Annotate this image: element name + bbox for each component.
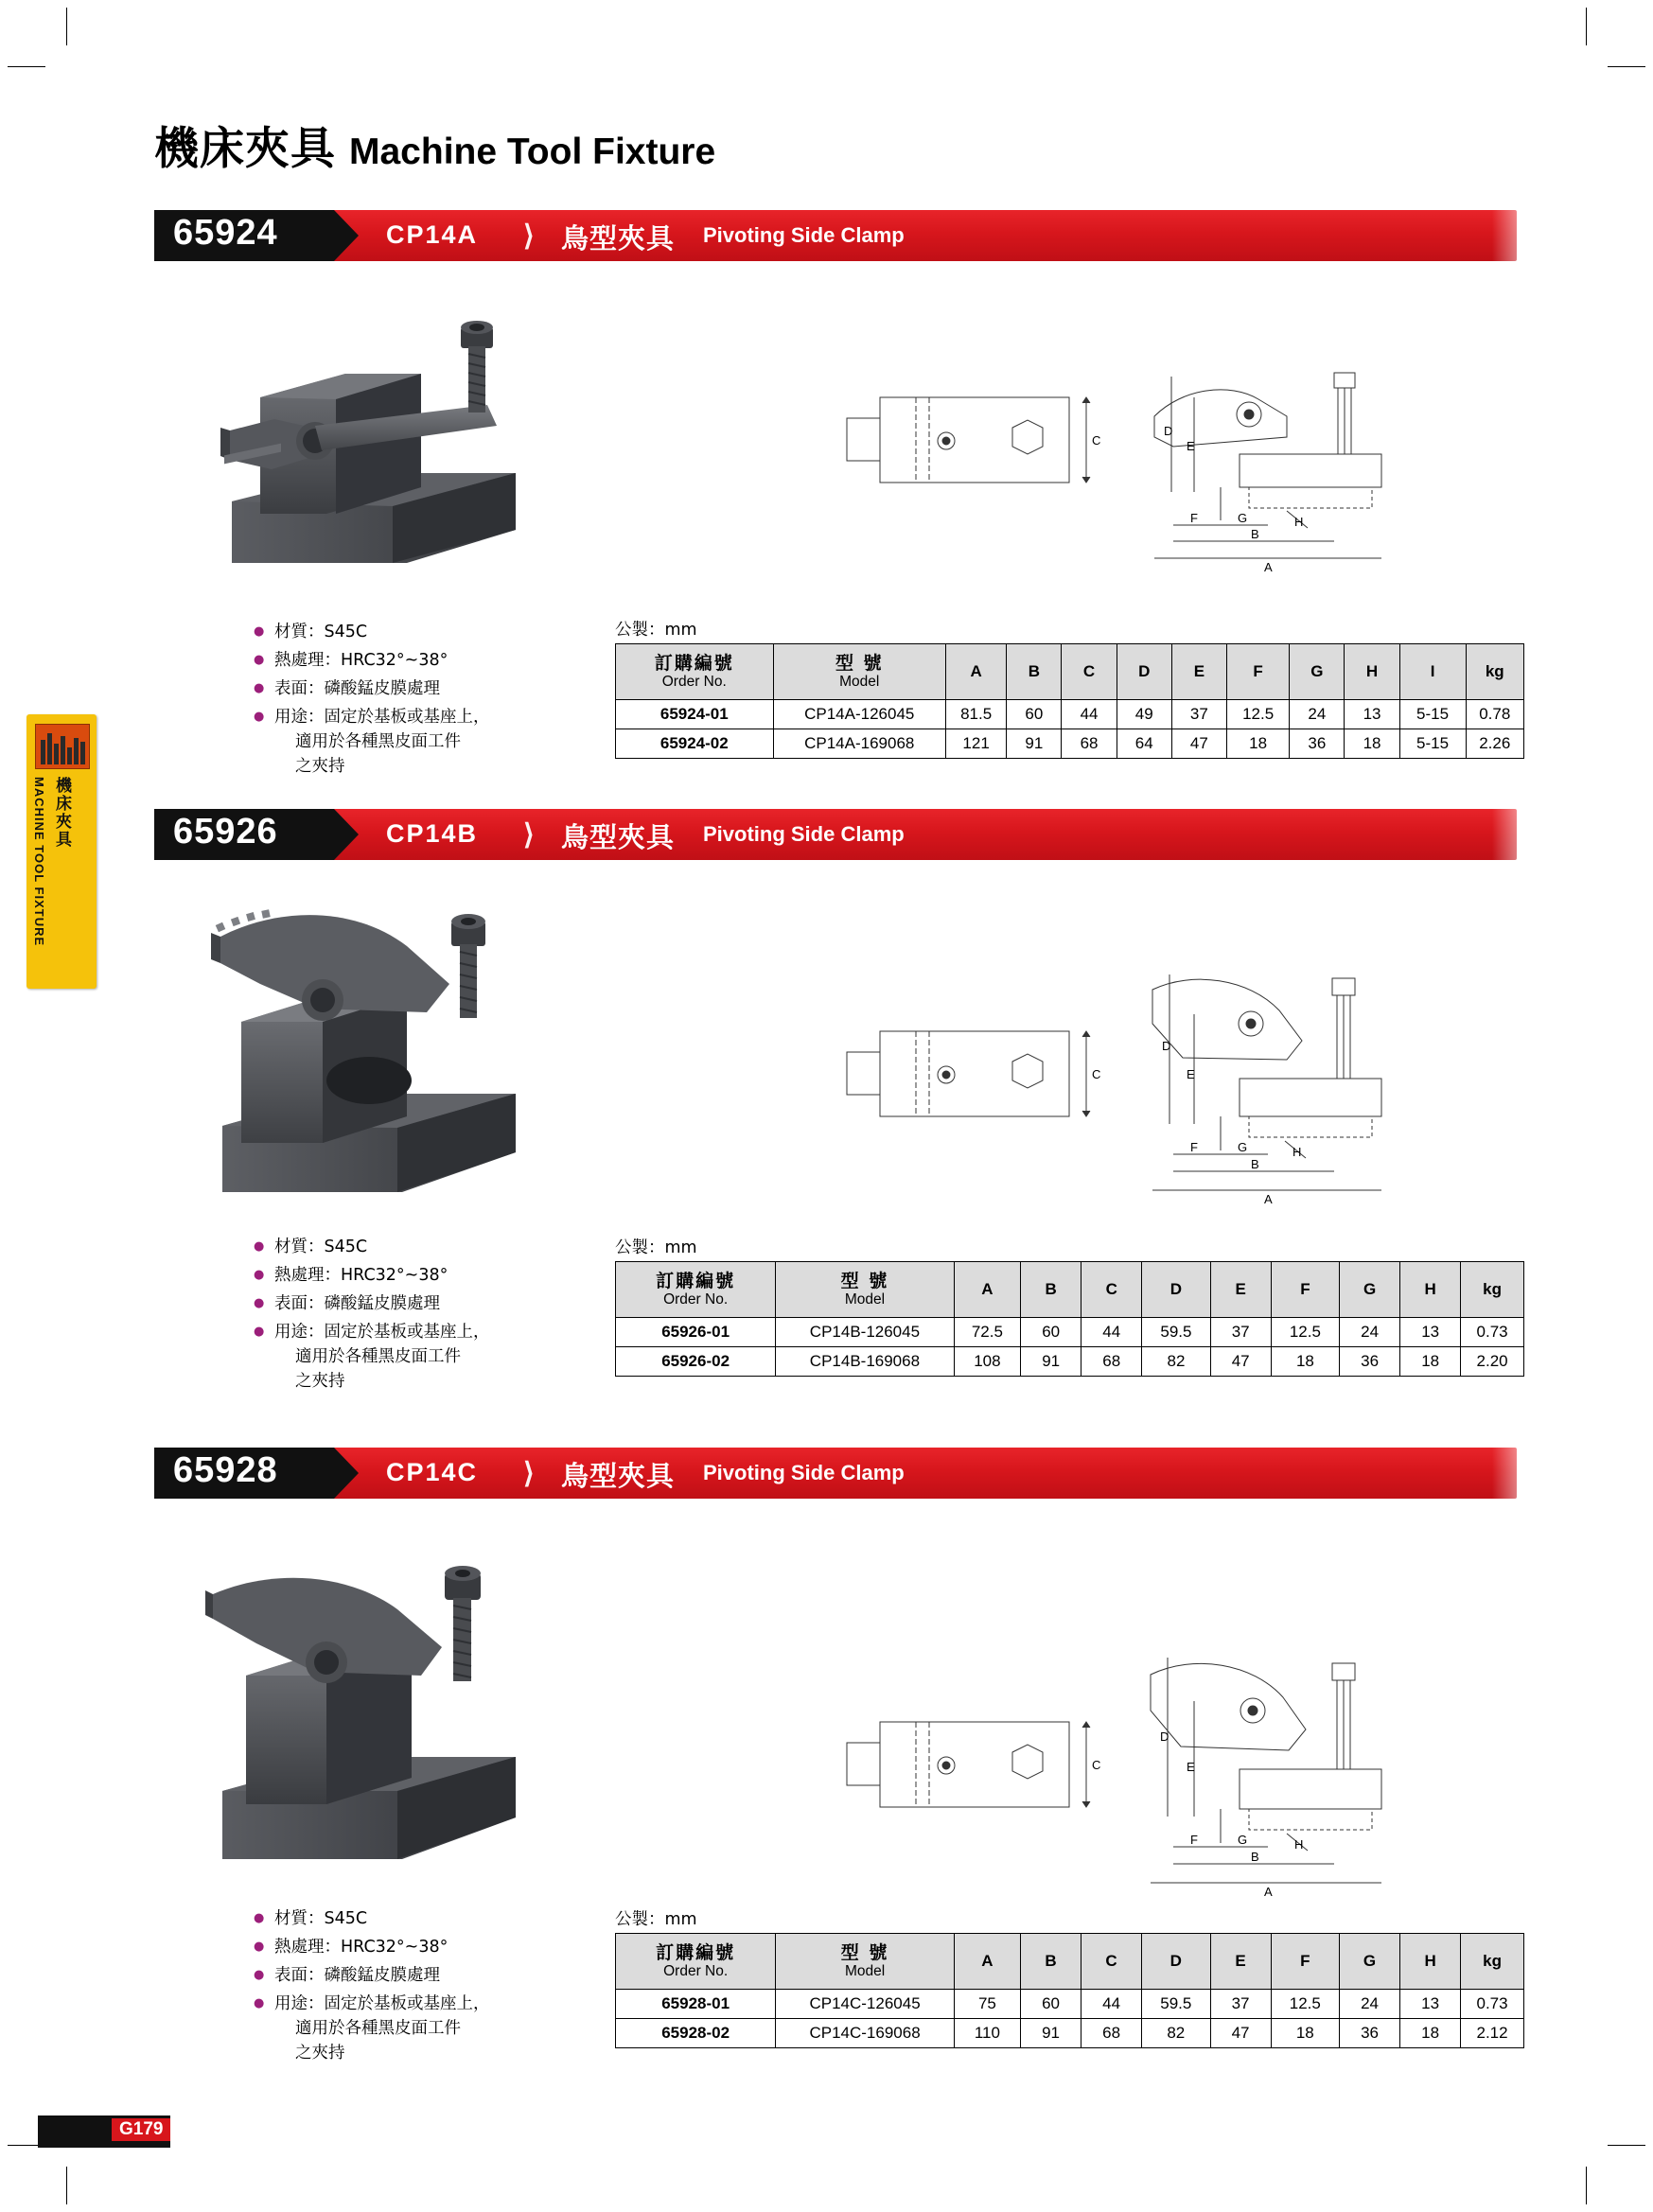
section-name-en: Pivoting Side Clamp [703,822,905,846]
cell-kg: 2.26 [1466,729,1523,759]
svg-text:H: H [1293,1145,1302,1159]
chevron-right-icon: ⟩ [523,819,535,851]
side-index-tab [26,714,97,989]
cell-b: 91 [1021,2019,1081,2048]
chevron-right-icon: ⟩ [523,1458,535,1489]
cell-kg: 0.78 [1466,700,1523,729]
cell-c: 44 [1081,1318,1142,1347]
cell-h: 18 [1345,729,1399,759]
section-model: CP14A [386,220,479,249]
product-photo-65926 [203,880,610,1211]
crop-mark [66,2167,67,2204]
cell-c: 68 [1081,1347,1142,1377]
dim-label-f: F [1190,511,1198,525]
cell-h: 18 [1400,2019,1461,2048]
unit-note-65924: 公製：mm [615,621,697,640]
cell-i: 5-15 [1399,700,1466,729]
col-order-no: 訂購編號 Order No. [616,1262,776,1318]
section-name-cn: 鳥型夾具 [561,1460,676,1492]
crop-mark [1608,2145,1645,2146]
page-title-cn: 機床夾具 [154,123,336,175]
chevron-right-icon: ⟩ [523,220,535,252]
crop-mark [8,66,45,67]
dim-label-e: E [1187,439,1195,453]
cell-e: 47 [1210,2019,1271,2048]
technical-drawing-65926 [842,965,1429,1211]
spec-table-65926 [615,1261,1524,1377]
cell-d: 59.5 [1142,1318,1210,1347]
cell-f: 12.5 [1271,1990,1339,2019]
svg-text:F: F [1190,1140,1198,1154]
section-code: 65924 [173,213,278,253]
col-h: H [1400,1934,1461,1990]
cell-e: 47 [1210,1347,1271,1377]
dim-label-g: G [1238,511,1248,525]
spec-row: ● 用途：固定於基板或基座上， 適用於各種黑皮面工件 之夾持 [254,1320,594,1394]
cell-order-no: 65928-02 [616,2019,776,2048]
table-row [616,1347,1524,1377]
col-f: F [1226,644,1289,700]
page-number: G179 [112,2118,170,2141]
cell-i: 5-15 [1399,729,1466,759]
cell-a: 72.5 [954,1318,1021,1347]
cell-order-no: 65926-02 [616,1347,776,1377]
table-header-row [616,1934,1524,1990]
col-model: 型 號 Model [776,1934,955,1990]
section-code: 65928 [173,1450,278,1490]
product-photo-65924 [203,284,601,596]
col-f: F [1271,1934,1339,1990]
col-b: B [1021,1262,1081,1318]
technical-drawing-65928 [842,1646,1429,1902]
svg-text:E: E [1187,1067,1195,1081]
cell-g: 36 [1340,1347,1400,1377]
cell-a: 75 [954,1990,1020,2019]
cell-g: 24 [1340,1318,1400,1347]
dim-label-c: C [1092,433,1101,448]
cell-kg: 0.73 [1461,1318,1524,1347]
svg-text:C: C [1092,1758,1101,1772]
col-a: A [954,1934,1020,1990]
cell-d: 59.5 [1142,1990,1210,2019]
dim-label-h: H [1294,515,1304,529]
cell-f: 12.5 [1271,1318,1339,1347]
section-model: CP14B [386,819,479,848]
spec-table-65924 [615,643,1524,759]
col-model: 型 號 Model [773,644,945,700]
cell-b: 91 [1021,1347,1081,1377]
col-i: I [1399,644,1466,700]
svg-text:E: E [1187,1760,1195,1774]
svg-text:A: A [1264,1885,1273,1899]
col-model: 型 號 Model [776,1262,954,1318]
cell-h: 13 [1345,700,1399,729]
cell-e: 47 [1171,729,1226,759]
col-g: G [1340,1934,1400,1990]
cell-b: 60 [1021,1990,1081,2019]
col-h: H [1345,644,1399,700]
banner-arrow-icon [334,809,359,860]
spec-list-65928 [254,1906,594,2069]
spec-row: ● 表面：磷酸錳皮膜處理 [254,1291,594,1316]
table-row [616,2019,1524,2048]
section-code: 65926 [173,812,278,851]
svg-text:D: D [1162,1039,1171,1053]
product-photo-65928 [203,1537,610,1878]
col-order-no: 訂購編號 Order No. [616,644,774,700]
section-name-en: Pivoting Side Clamp [703,1461,905,1484]
cell-d: 82 [1142,2019,1210,2048]
svg-text:F: F [1190,1833,1198,1847]
cell-c: 68 [1062,729,1117,759]
spec-row: ● 表面：磷酸錳皮膜處理 [254,676,594,701]
cell-model: CP14C-126045 [776,1990,955,2019]
cell-c: 44 [1062,700,1117,729]
col-a: A [945,644,1006,700]
page-title [154,114,715,177]
crop-mark [1586,2167,1587,2204]
col-g: G [1340,1262,1400,1318]
cell-d: 49 [1117,700,1171,729]
cell-a: 110 [954,2019,1020,2048]
svg-text:A: A [1264,1192,1273,1206]
side-tab-label-cn: 機床夾具 [52,777,71,849]
col-b: B [1021,1934,1081,1990]
dim-label-a: A [1264,560,1273,574]
cell-order-no: 65924-02 [616,729,774,759]
cell-g: 24 [1340,1990,1400,2019]
col-e: E [1210,1262,1271,1318]
table-row [616,729,1524,759]
spec-row: ● 熱處理：HRC32°~38° [254,1935,594,1959]
cell-model: CP14B-126045 [776,1318,954,1347]
spec-row: ● 材質：S45C [254,1906,594,1931]
spec-row: ● 熱處理：HRC32°~38° [254,648,594,673]
col-d: D [1142,1262,1210,1318]
col-f: F [1271,1262,1339,1318]
table-row [616,700,1524,729]
col-e: E [1210,1934,1271,1990]
svg-text:C: C [1092,1067,1101,1081]
cell-h: 13 [1400,1990,1461,2019]
col-a: A [954,1262,1021,1318]
crop-mark [1608,66,1645,67]
cell-d: 64 [1117,729,1171,759]
col-kg: kg [1461,1262,1524,1318]
spec-list-65924 [254,620,594,782]
cell-a: 81.5 [945,700,1006,729]
banner-arrow-icon [334,210,359,261]
cell-model: CP14A-126045 [773,700,945,729]
col-b: B [1007,644,1062,700]
cell-e: 37 [1210,1318,1271,1347]
cell-g: 36 [1340,2019,1400,2048]
section-name-cn: 鳥型夾具 [561,821,676,853]
dim-label-b: B [1251,527,1259,541]
spec-row: ● 熱處理：HRC32°~38° [254,1263,594,1288]
col-c: C [1081,1934,1142,1990]
cell-d: 82 [1142,1347,1210,1377]
cell-g: 36 [1290,729,1345,759]
section-banner-65924 [154,210,1517,261]
svg-text:G: G [1238,1140,1248,1154]
col-d: D [1117,644,1171,700]
section-model: CP14C [386,1458,479,1486]
svg-text:B: B [1251,1850,1259,1864]
cell-g: 24 [1290,700,1345,729]
spec-row: ● 材質：S45C [254,1235,594,1259]
cell-h: 18 [1400,1347,1461,1377]
svg-text:B: B [1251,1157,1259,1171]
spec-list-65926 [254,1235,594,1397]
cell-b: 60 [1007,700,1062,729]
cell-e: 37 [1171,700,1226,729]
cell-order-no: 65926-01 [616,1318,776,1347]
spec-table-65928 [615,1933,1524,2048]
table-header-row [616,1262,1524,1318]
section-banner-65926 [154,809,1517,860]
cell-f: 18 [1271,1347,1339,1377]
cell-kg: 0.73 [1461,1990,1524,2019]
col-order-no: 訂購編號 Order No. [616,1934,776,1990]
dim-label-d: D [1164,424,1173,438]
unit-note-65926: 公製：mm [615,1238,697,1257]
cell-kg: 2.12 [1461,2019,1524,2048]
cell-order-no: 65928-01 [616,1990,776,2019]
banner-arrow-icon [334,1448,359,1499]
cell-b: 91 [1007,729,1062,759]
technical-drawing-65924 [842,360,1429,577]
spec-row: ● 表面：磷酸錳皮膜處理 [254,1963,594,1988]
col-d: D [1142,1934,1210,1990]
crop-mark [66,8,67,45]
svg-text:G: G [1238,1833,1248,1847]
table-row [616,1318,1524,1347]
cell-c: 68 [1081,2019,1142,2048]
cell-kg: 2.20 [1461,1347,1524,1377]
cell-model: CP14C-169068 [776,2019,955,2048]
table-row [616,1990,1524,2019]
col-c: C [1062,644,1117,700]
cell-f: 18 [1226,729,1289,759]
cell-f: 12.5 [1226,700,1289,729]
cell-order-no: 65924-01 [616,700,774,729]
col-kg: kg [1466,644,1523,700]
spec-row: ● 材質：S45C [254,620,594,644]
unit-note-65928: 公製：mm [615,1910,697,1929]
section-banner-65928 [154,1448,1517,1499]
col-kg: kg [1461,1934,1524,1990]
svg-text:H: H [1294,1837,1304,1852]
cell-f: 18 [1271,2019,1339,2048]
spec-row: ● 用途：固定於基板或基座上， 適用於各種黑皮面工件 之夾持 [254,705,594,779]
fixture-thumbnail-icon [35,724,90,769]
side-tab-label-en: MACHINE TOOL FIXTURE [32,777,46,947]
page-title-en: Machine Tool Fixture [349,132,716,172]
svg-text:D: D [1160,1729,1169,1744]
col-h: H [1400,1262,1461,1318]
col-g: G [1290,644,1345,700]
cell-model: CP14B-169068 [776,1347,954,1377]
cell-h: 13 [1400,1318,1461,1347]
section-name-en: Pivoting Side Clamp [703,223,905,247]
cell-model: CP14A-169068 [773,729,945,759]
col-e: E [1171,644,1226,700]
spec-row: ● 用途：固定於基板或基座上， 適用於各種黑皮面工件 之夾持 [254,1992,594,2065]
cell-a: 121 [945,729,1006,759]
cell-c: 44 [1081,1990,1142,2019]
cell-e: 37 [1210,1990,1271,2019]
cell-b: 60 [1021,1318,1081,1347]
section-name-cn: 鳥型夾具 [561,222,676,255]
cell-a: 108 [954,1347,1021,1377]
col-c: C [1081,1262,1142,1318]
table-header-row [616,644,1524,700]
crop-mark [1586,8,1587,45]
